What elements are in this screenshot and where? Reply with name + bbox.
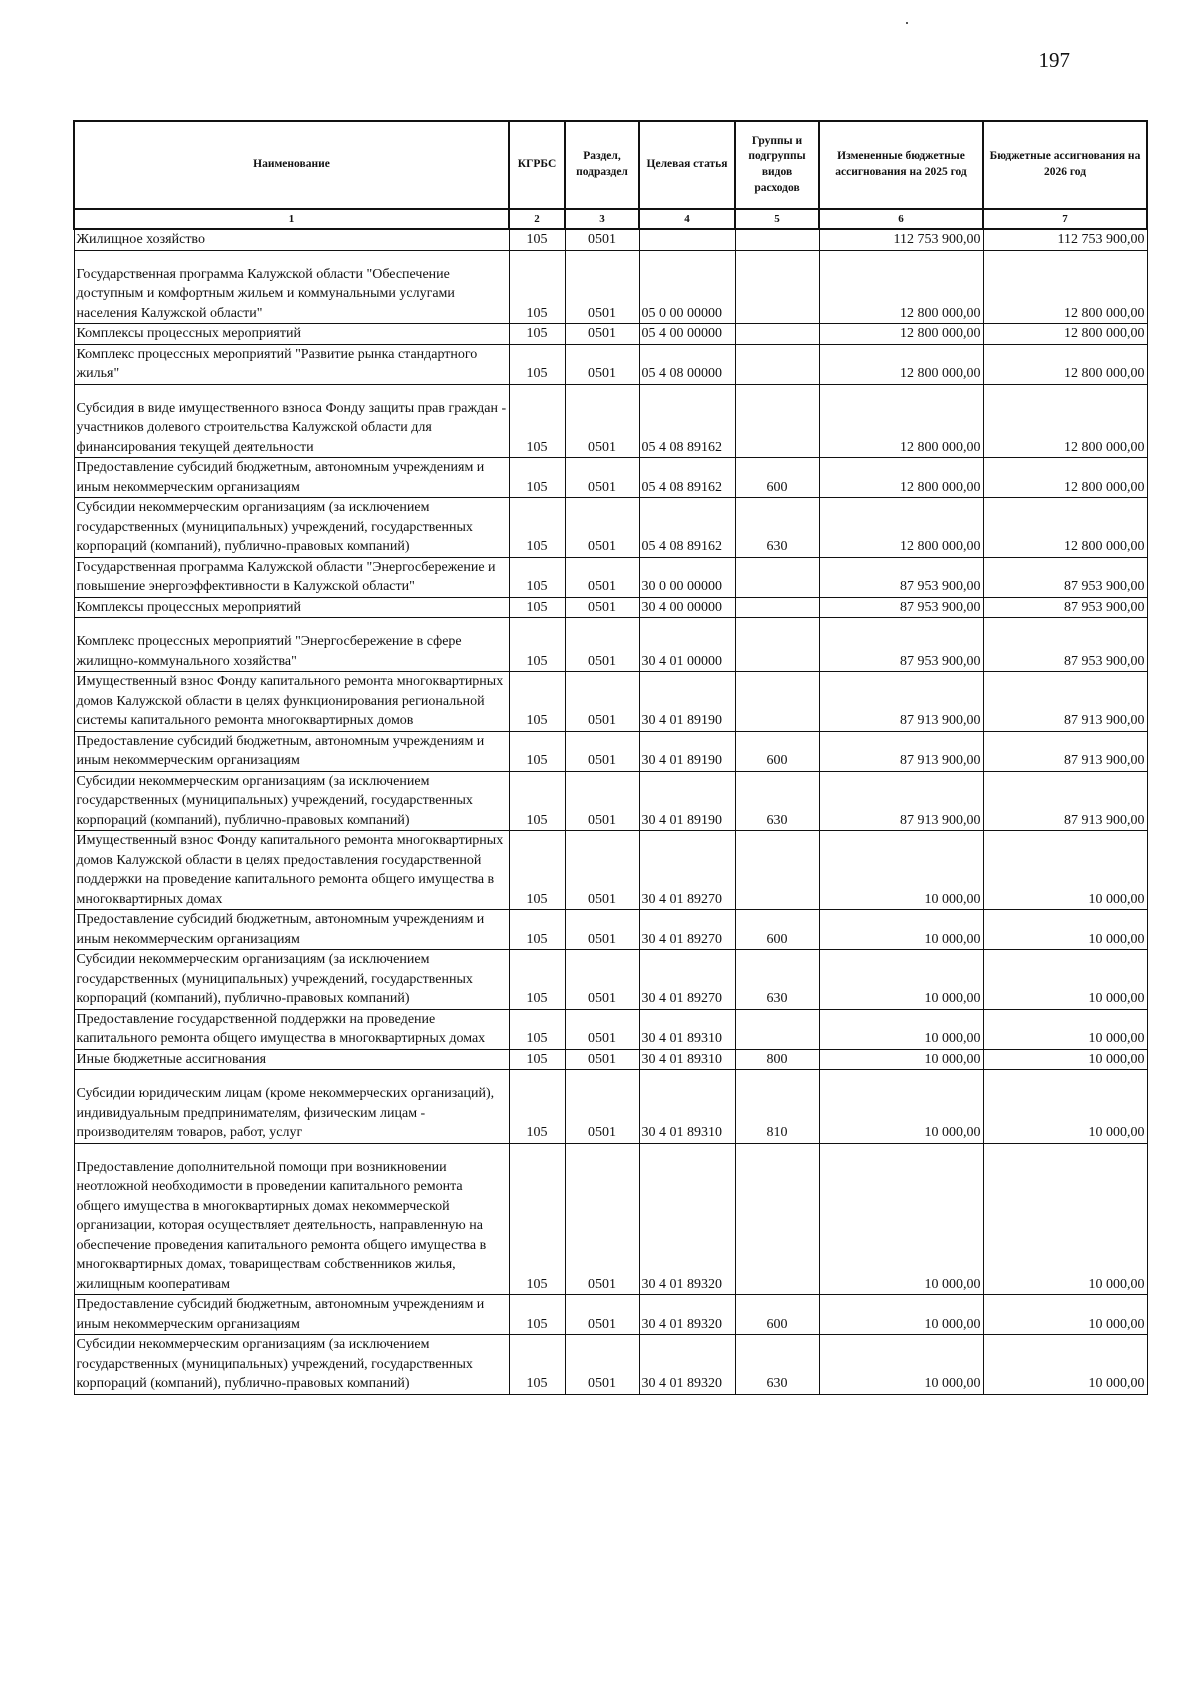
row-group: 600 — [735, 1295, 819, 1335]
row-name: Комплекс процессных мероприятий "Энергосбережение в сфере жилищно-коммунального хозяйства" — [74, 618, 509, 672]
row-group: 810 — [735, 1070, 819, 1144]
table-row — [74, 1070, 1147, 1144]
row-name: Предоставление субсидий бюджетным, автономным учреждениям и иным некоммерческим организациям — [74, 731, 509, 771]
row-section: 0501 — [565, 1009, 639, 1049]
row-amount-2026: 10 000,00 — [983, 1009, 1147, 1049]
row-section: 0501 — [565, 229, 639, 250]
row-amount-2026: 87 913 900,00 — [983, 731, 1147, 771]
row-kgrbs: 105 — [509, 384, 565, 458]
budget-table — [73, 120, 1148, 1395]
row-target: 05 4 08 89162 — [639, 384, 735, 458]
row-name: Субсидии некоммерческим организациям (за исключением государственных (муниципальных) учреждений, государственных корпораций (компаний), публично-правовых компаний) — [74, 498, 509, 558]
row-target: 30 4 01 89310 — [639, 1049, 735, 1070]
row-target: 05 4 08 00000 — [639, 344, 735, 384]
row-group — [735, 1009, 819, 1049]
table-row — [74, 498, 1147, 558]
row-amount-2025: 12 800 000,00 — [819, 250, 983, 324]
row-name: Предоставление субсидий бюджетным, автономным учреждениям и иным некоммерческим организациям — [74, 910, 509, 950]
row-group — [735, 384, 819, 458]
row-amount-2025: 12 800 000,00 — [819, 384, 983, 458]
row-amount-2026: 87 953 900,00 — [983, 597, 1147, 618]
row-section: 0501 — [565, 384, 639, 458]
header-target: Целевая статья — [639, 121, 735, 209]
table-row — [74, 1295, 1147, 1335]
row-kgrbs: 105 — [509, 1143, 565, 1295]
column-number: 5 — [735, 209, 819, 229]
row-section: 0501 — [565, 1295, 639, 1335]
row-kgrbs: 105 — [509, 498, 565, 558]
row-amount-2026: 12 800 000,00 — [983, 324, 1147, 345]
header-amount-2025: Измененные бюджетные ассигнования на 2025 год — [819, 121, 983, 209]
table-row — [74, 250, 1147, 324]
row-kgrbs: 105 — [509, 1009, 565, 1049]
row-kgrbs: 105 — [509, 831, 565, 910]
row-target: 30 4 01 89190 — [639, 771, 735, 831]
row-kgrbs: 105 — [509, 731, 565, 771]
column-number-row — [74, 209, 1147, 229]
row-kgrbs: 105 — [509, 250, 565, 324]
table-header-row — [74, 121, 1147, 209]
row-target: 30 4 01 89320 — [639, 1335, 735, 1395]
row-amount-2025: 12 800 000,00 — [819, 458, 983, 498]
row-amount-2026: 12 800 000,00 — [983, 384, 1147, 458]
row-name: Жилищное хозяйство — [74, 229, 509, 250]
row-kgrbs: 105 — [509, 1070, 565, 1144]
row-name: Комплексы процессных мероприятий — [74, 324, 509, 345]
row-amount-2025: 10 000,00 — [819, 1049, 983, 1070]
row-section: 0501 — [565, 771, 639, 831]
row-section: 0501 — [565, 1335, 639, 1395]
row-group: 600 — [735, 458, 819, 498]
table-body — [74, 229, 1147, 1394]
row-section: 0501 — [565, 731, 639, 771]
row-target: 30 4 01 89190 — [639, 672, 735, 732]
table-row — [74, 1009, 1147, 1049]
row-amount-2026: 10 000,00 — [983, 950, 1147, 1010]
header-section: Раздел, подраздел — [565, 121, 639, 209]
row-amount-2026: 87 913 900,00 — [983, 672, 1147, 732]
row-name: Субсидии юридическим лицам (кроме некоммерческих организаций), индивидуальным предпринимателям, физическим лицам - производителям товаров, работ, услуг — [74, 1070, 509, 1144]
table-row — [74, 771, 1147, 831]
row-section: 0501 — [565, 672, 639, 732]
row-amount-2025: 87 913 900,00 — [819, 771, 983, 831]
row-group — [735, 831, 819, 910]
row-amount-2025: 12 800 000,00 — [819, 344, 983, 384]
column-number: 2 — [509, 209, 565, 229]
row-name: Субсидии некоммерческим организациям (за исключением государственных (муниципальных) учреждений, государственных корпораций (компаний), публично-правовых компаний) — [74, 771, 509, 831]
row-target: 05 4 08 89162 — [639, 498, 735, 558]
table-row — [74, 597, 1147, 618]
row-amount-2026: 87 953 900,00 — [983, 618, 1147, 672]
row-name: Комплексы процессных мероприятий — [74, 597, 509, 618]
row-group — [735, 1143, 819, 1295]
row-section: 0501 — [565, 618, 639, 672]
row-amount-2025: 87 913 900,00 — [819, 672, 983, 732]
row-name: Иные бюджетные ассигнования — [74, 1049, 509, 1070]
row-target: 30 0 00 00000 — [639, 557, 735, 597]
column-number: 6 — [819, 209, 983, 229]
row-name: Предоставление субсидий бюджетным, автономным учреждениям и иным некоммерческим организациям — [74, 1295, 509, 1335]
table-row — [74, 1143, 1147, 1295]
row-target: 30 4 01 89270 — [639, 950, 735, 1010]
scan-speck — [906, 22, 908, 24]
row-name: Комплекс процессных мероприятий "Развитие рынка стандартного жилья" — [74, 344, 509, 384]
row-section: 0501 — [565, 557, 639, 597]
column-number: 4 — [639, 209, 735, 229]
row-group: 630 — [735, 1335, 819, 1395]
header-kgrbs: КГРБС — [509, 121, 565, 209]
row-name: Государственная программа Калужской области "Энергосбережение и повышение энергоэффективности в Калужской области" — [74, 557, 509, 597]
row-amount-2026: 12 800 000,00 — [983, 458, 1147, 498]
row-target: 30 4 01 89310 — [639, 1070, 735, 1144]
row-amount-2026: 10 000,00 — [983, 1049, 1147, 1070]
row-group — [735, 597, 819, 618]
table-row — [74, 557, 1147, 597]
row-name: Предоставление дополнительной помощи при возникновении неотложной необходимости в проведении капитального ремонта общего имущества в многоквартирных домах некоммерческой организации, которая осуществляет деятельность, направленную на обеспечение проведения капитального ремонта общего имущества в многоквартирных домах, товариществам собственников жилья, жилищным кооперативам — [74, 1143, 509, 1295]
row-amount-2026: 87 953 900,00 — [983, 557, 1147, 597]
table-row — [74, 344, 1147, 384]
row-kgrbs: 105 — [509, 618, 565, 672]
row-section: 0501 — [565, 344, 639, 384]
row-name: Имущественный взнос Фонду капитального ремонта многоквартирных домов Калужской области в целях функционирования региональной системы капитального ремонта многоквартирных домов — [74, 672, 509, 732]
row-amount-2026: 10 000,00 — [983, 1335, 1147, 1395]
row-amount-2026: 10 000,00 — [983, 1143, 1147, 1295]
row-amount-2026: 10 000,00 — [983, 910, 1147, 950]
row-target: 05 4 08 89162 — [639, 458, 735, 498]
row-amount-2025: 112 753 900,00 — [819, 229, 983, 250]
row-amount-2026: 112 753 900,00 — [983, 229, 1147, 250]
row-kgrbs: 105 — [509, 229, 565, 250]
row-amount-2025: 10 000,00 — [819, 1295, 983, 1335]
row-name: Имущественный взнос Фонду капитального ремонта многоквартирных домов Калужской области в целях предоставления государственной поддержки на проведение капитального ремонта общего имущества в многоквартирных домах — [74, 831, 509, 910]
row-amount-2025: 10 000,00 — [819, 1335, 983, 1395]
row-target — [639, 229, 735, 250]
table-row — [74, 672, 1147, 732]
header-name: Наименование — [74, 121, 509, 209]
header-group: Группы и подгруппы видов расходов — [735, 121, 819, 209]
page-number: 197 — [1038, 48, 1070, 72]
row-section: 0501 — [565, 324, 639, 345]
row-group — [735, 672, 819, 732]
row-name: Государственная программа Калужской области "Обеспечение доступным и комфортным жильем и коммунальными услугами населения Калужской области" — [74, 250, 509, 324]
row-group — [735, 324, 819, 345]
row-section: 0501 — [565, 498, 639, 558]
column-number: 7 — [983, 209, 1147, 229]
row-kgrbs: 105 — [509, 1295, 565, 1335]
column-number: 1 — [74, 209, 509, 229]
row-target: 05 0 00 00000 — [639, 250, 735, 324]
row-amount-2025: 10 000,00 — [819, 1143, 983, 1295]
table-row — [74, 324, 1147, 345]
row-amount-2026: 12 800 000,00 — [983, 498, 1147, 558]
row-kgrbs: 105 — [509, 557, 565, 597]
row-kgrbs: 105 — [509, 458, 565, 498]
column-number: 3 — [565, 209, 639, 229]
row-amount-2026: 12 800 000,00 — [983, 250, 1147, 324]
row-amount-2025: 10 000,00 — [819, 1070, 983, 1144]
row-amount-2025: 87 913 900,00 — [819, 731, 983, 771]
table-row — [74, 831, 1147, 910]
row-kgrbs: 105 — [509, 910, 565, 950]
row-section: 0501 — [565, 950, 639, 1010]
row-section: 0501 — [565, 1049, 639, 1070]
row-section: 0501 — [565, 1143, 639, 1295]
table-row — [74, 731, 1147, 771]
row-target: 30 4 01 89270 — [639, 831, 735, 910]
row-section: 0501 — [565, 831, 639, 910]
row-name: Субсидия в виде имущественного взноса Фонду защиты прав граждан - участников долевого строительства Калужской области для финансирования текущей деятельности — [74, 384, 509, 458]
row-kgrbs: 105 — [509, 1335, 565, 1395]
row-name: Предоставление субсидий бюджетным, автономным учреждениям и иным некоммерческим организациям — [74, 458, 509, 498]
row-amount-2026: 10 000,00 — [983, 1295, 1147, 1335]
row-group — [735, 618, 819, 672]
row-kgrbs: 105 — [509, 597, 565, 618]
row-amount-2025: 10 000,00 — [819, 831, 983, 910]
row-name: Субсидии некоммерческим организациям (за исключением государственных (муниципальных) учреждений, государственных корпораций (компаний), публично-правовых компаний) — [74, 1335, 509, 1395]
row-section: 0501 — [565, 597, 639, 618]
row-amount-2026: 87 913 900,00 — [983, 771, 1147, 831]
row-amount-2025: 87 953 900,00 — [819, 618, 983, 672]
row-name: Субсидии некоммерческим организациям (за исключением государственных (муниципальных) учреждений, государственных корпораций (компаний), публично-правовых компаний) — [74, 950, 509, 1010]
row-target: 30 4 01 89310 — [639, 1009, 735, 1049]
row-group — [735, 344, 819, 384]
row-target: 30 4 01 89270 — [639, 910, 735, 950]
row-kgrbs: 105 — [509, 672, 565, 732]
row-target: 30 4 00 00000 — [639, 597, 735, 618]
table-row — [74, 950, 1147, 1010]
row-target: 30 4 01 00000 — [639, 618, 735, 672]
row-name: Предоставление государственной поддержки на проведение капитального ремонта общего имущества в многоквартирных домах — [74, 1009, 509, 1049]
row-group: 630 — [735, 498, 819, 558]
row-group: 630 — [735, 950, 819, 1010]
row-kgrbs: 105 — [509, 1049, 565, 1070]
row-amount-2025: 10 000,00 — [819, 1009, 983, 1049]
row-target: 05 4 00 00000 — [639, 324, 735, 345]
row-section: 0501 — [565, 910, 639, 950]
row-amount-2025: 12 800 000,00 — [819, 498, 983, 558]
table-row — [74, 618, 1147, 672]
row-group: 800 — [735, 1049, 819, 1070]
row-kgrbs: 105 — [509, 771, 565, 831]
row-kgrbs: 105 — [509, 344, 565, 384]
table-row — [74, 458, 1147, 498]
row-target: 30 4 01 89320 — [639, 1143, 735, 1295]
row-section: 0501 — [565, 458, 639, 498]
row-kgrbs: 105 — [509, 324, 565, 345]
header-amount-2026: Бюджетные ассигнования на 2026 год — [983, 121, 1147, 209]
row-target: 30 4 01 89190 — [639, 731, 735, 771]
row-amount-2025: 12 800 000,00 — [819, 324, 983, 345]
row-kgrbs: 105 — [509, 950, 565, 1010]
table-row — [74, 229, 1147, 250]
row-group — [735, 250, 819, 324]
table-row — [74, 1049, 1147, 1070]
row-amount-2026: 10 000,00 — [983, 831, 1147, 910]
row-amount-2025: 10 000,00 — [819, 910, 983, 950]
row-group: 630 — [735, 771, 819, 831]
row-amount-2025: 87 953 900,00 — [819, 557, 983, 597]
row-amount-2026: 12 800 000,00 — [983, 344, 1147, 384]
row-group — [735, 229, 819, 250]
row-section: 0501 — [565, 1070, 639, 1144]
row-amount-2025: 87 953 900,00 — [819, 597, 983, 618]
row-section: 0501 — [565, 250, 639, 324]
row-group — [735, 557, 819, 597]
row-group: 600 — [735, 910, 819, 950]
table-row — [74, 910, 1147, 950]
row-amount-2025: 10 000,00 — [819, 950, 983, 1010]
row-group: 600 — [735, 731, 819, 771]
table-row — [74, 1335, 1147, 1395]
row-target: 30 4 01 89320 — [639, 1295, 735, 1335]
row-amount-2026: 10 000,00 — [983, 1070, 1147, 1144]
table-row — [74, 384, 1147, 458]
